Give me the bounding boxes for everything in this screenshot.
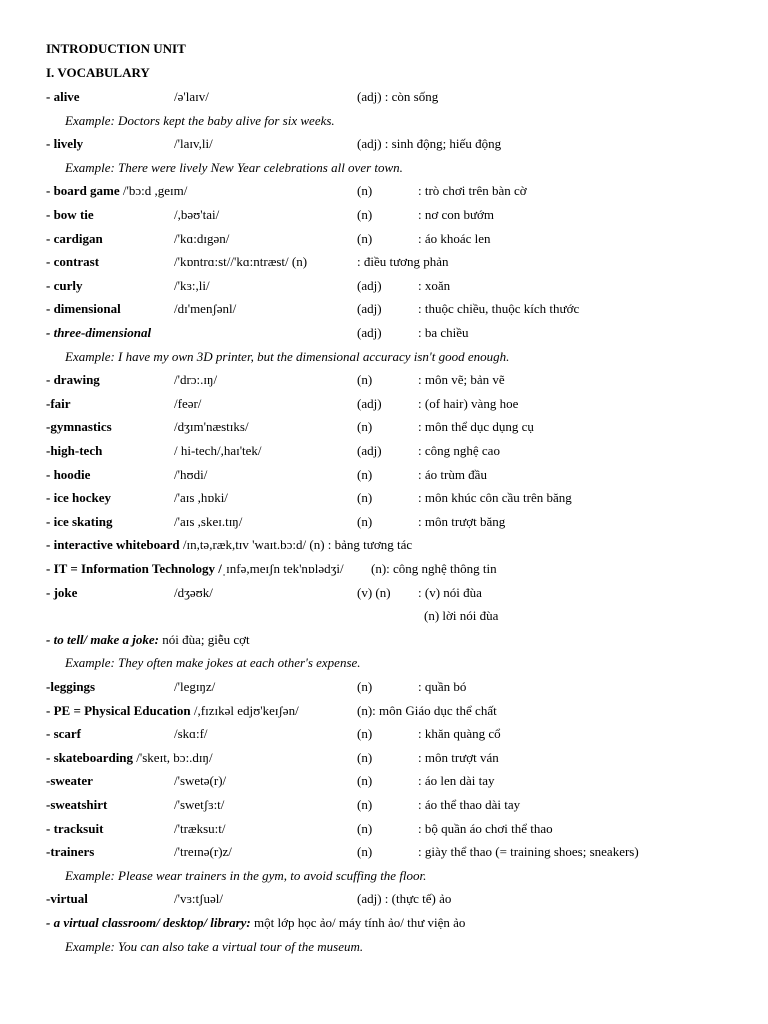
- vocab-entry: [0, 582, 768, 604]
- vocab-word: - to tell/ make a joke:: [46, 632, 160, 647]
- vocab-entry: [0, 180, 768, 202]
- vocab-entry: [0, 440, 768, 462]
- example-sentence: Example: They often make jokes at each other's expense.: [65, 655, 361, 670]
- meaning: : môn trượt ván: [418, 750, 499, 765]
- part-of-speech: (n): [357, 183, 373, 198]
- entry-lead: [46, 86, 80, 108]
- example-sentence: Example: Please wear trainers in the gym, to avoid scuffing the floor.: [65, 868, 427, 883]
- vocab-word: - PE = Physical Education: [46, 703, 191, 718]
- vocab-entry: [0, 700, 768, 722]
- meaning: : bộ quần áo chơi thể thao: [418, 821, 553, 836]
- pronunciation: /'drɔ:.ɪŋ/: [174, 372, 218, 387]
- meaning: : thuộc chiều, thuộc kích thước: [418, 301, 580, 316]
- part-of-speech: (n): [357, 231, 373, 246]
- vocab-word: - ice hockey: [46, 490, 111, 505]
- entry-lead: [46, 251, 99, 273]
- vocab-word: -trainers: [46, 844, 95, 859]
- section-line: [0, 62, 768, 84]
- vocab-word: - bow tie: [46, 207, 94, 222]
- entry-lead: [46, 440, 102, 462]
- pronunciation: /dʒəʊk/: [174, 585, 213, 600]
- section-title: I. VOCABULARY: [46, 65, 150, 80]
- vocab-entry: [0, 605, 768, 627]
- example-sentence: Example: You can also take a virtual tour of the museum.: [65, 939, 364, 954]
- vocab-entry: [0, 558, 768, 580]
- meaning: : ba chiều: [418, 325, 469, 340]
- vocab-entry: [0, 770, 768, 792]
- vocab-entry: [0, 204, 768, 226]
- inline-text: ɪnfə,meɪʃn tek'nɒlədʒi/: [226, 561, 344, 576]
- part-of-speech: (n): [357, 844, 373, 859]
- meaning: : (v) nói đùa: [418, 585, 482, 600]
- part-of-speech: (v) (n): [357, 585, 391, 600]
- example-line: [0, 110, 768, 132]
- pronunciation: /'hʊdi/: [174, 467, 208, 482]
- vocab-word: -fair: [46, 396, 71, 411]
- pronunciation: /'swetʃɜ:t/: [174, 797, 225, 812]
- vocab-word: -leggings: [46, 679, 96, 694]
- meaning: : môn trượt băng: [418, 514, 506, 529]
- part-of-speech: (adj): [357, 301, 382, 316]
- pronunciation: /'vɜ:tʃuəl/: [174, 891, 223, 906]
- vocab-word: - board game: [46, 183, 120, 198]
- entry-lead: [46, 133, 83, 155]
- part-of-speech: (adj): [357, 396, 382, 411]
- meaning: : (of hair) vàng hoe: [418, 396, 519, 411]
- meaning: : nơ con bướm: [418, 207, 495, 222]
- inline-text: nói đùa; giễu cợt: [159, 632, 250, 647]
- vocab-word: - interactive whiteboard: [46, 537, 180, 552]
- vocab-word: - ice skating: [46, 514, 113, 529]
- inline-text: /'skeɪt, bɔ:.dɪŋ/: [133, 750, 213, 765]
- entry-lead: [46, 582, 77, 604]
- vocab-entry: [0, 275, 768, 297]
- vocab-entry: [0, 818, 768, 840]
- pronunciation: /'treɪnə(r)z/: [174, 844, 232, 859]
- entry-lead: [46, 770, 93, 792]
- entry-lead: [46, 534, 412, 556]
- entry-lead: [46, 228, 103, 250]
- meaning: : môn vẽ; bản vẽ: [418, 372, 505, 387]
- part-of-speech: (n): [357, 372, 373, 387]
- meaning: : khăn quàng cổ: [418, 726, 501, 741]
- vocab-word: - cardigan: [46, 231, 103, 246]
- part-of-speech: (n): [357, 821, 373, 836]
- entry-lead: [46, 393, 71, 415]
- pronunciation: /'træksu:t/: [174, 821, 226, 836]
- part-of-speech: (n): [357, 207, 373, 222]
- vocab-entry: [0, 888, 768, 910]
- part-of-speech: (n): [357, 750, 373, 765]
- vocab-word: - hoodie: [46, 467, 91, 482]
- entry-lead: [46, 511, 112, 533]
- part-of-speech: (n): [357, 514, 373, 529]
- vocab-entry: [0, 416, 768, 438]
- vocab-entry: [0, 251, 768, 273]
- vocab-word: -gymnastics: [46, 419, 112, 434]
- vocab-word: - scarf: [46, 726, 82, 741]
- pronunciation: /dʒɪm'næstɪks/: [174, 419, 249, 434]
- pronunciation: /dɪ'menʃənl/: [174, 301, 237, 316]
- vocab-entry: [0, 912, 768, 934]
- vocab-word: - three-dimensional: [46, 325, 152, 340]
- vocab-entry: [0, 629, 768, 651]
- part-of-speech: (adj): [357, 278, 382, 293]
- meaning: : áo khoác len: [418, 231, 491, 246]
- meaning: : môn khúc côn cầu trên băng: [418, 490, 572, 505]
- entry-lead: [46, 204, 94, 226]
- pronunciation: /'legɪŋz/: [174, 679, 216, 694]
- pronunciation: /'swetə(r)/: [174, 773, 227, 788]
- entry-lead: [46, 487, 111, 509]
- inline-text: /,fɪzɪkəl edjʊ'keɪʃən/: [190, 703, 299, 718]
- example-line: [0, 157, 768, 179]
- entry-lead: [46, 464, 90, 486]
- pronunciation: /'aɪs ,hɒki/: [174, 490, 228, 505]
- example-line: [0, 652, 768, 674]
- vocab-word: -sweater: [46, 773, 93, 788]
- vocab-entry: [0, 747, 768, 769]
- vocab-word: - skateboarding: [46, 750, 134, 765]
- meaning: : giày thể thao (= training shoes; sneakers): [418, 844, 639, 859]
- vocab-entry: [0, 298, 768, 320]
- entry-lead: [46, 794, 107, 816]
- vocab-entry: [0, 86, 768, 108]
- part-of-speech: (n): công nghệ thông tin: [371, 561, 497, 576]
- part-of-speech: (adj): [357, 325, 382, 340]
- example-line: [0, 936, 768, 958]
- pronunciation: /feər/: [174, 396, 202, 411]
- vocab-entry: [0, 228, 768, 250]
- vocab-entry: [0, 794, 768, 816]
- example-sentence: Example: There were lively New Year celebrations all over town.: [65, 160, 403, 175]
- vocab-entry: [0, 487, 768, 509]
- part-of-speech: (n): [357, 679, 373, 694]
- example-sentence: Example: Doctors kept the baby alive for six weeks.: [65, 113, 335, 128]
- vocab-word: - contrast: [46, 254, 100, 269]
- vocab-entry: [0, 393, 768, 415]
- meaning: (n) lời nói đùa: [424, 608, 499, 623]
- entry-lead: [46, 180, 187, 202]
- pronunciation: /'kɜ:,li/: [174, 278, 210, 293]
- meaning: : áo len dài tay: [418, 773, 495, 788]
- entry-lead: [46, 676, 95, 698]
- entry-lead: [46, 747, 213, 769]
- pronunciation: / hi-tech/,haɪ'tek/: [174, 443, 262, 458]
- vocab-entry: [0, 511, 768, 533]
- vocab-word: - tracksuit: [46, 821, 104, 836]
- inline-text: /'bɔ:d ,geɪm/: [119, 183, 188, 198]
- pronunciation: /'kɑ:dɪgən/: [174, 231, 230, 246]
- vocab-word: - alive: [46, 89, 80, 104]
- meaning: : áo trùm đầu: [418, 467, 487, 482]
- meaning: : công nghệ cao: [418, 443, 500, 458]
- entry-lead: [46, 912, 465, 934]
- part-of-speech: (n): [357, 726, 373, 741]
- vocab-word: - dimensional: [46, 301, 121, 316]
- entry-lead: [46, 369, 100, 391]
- vocab-entry: [0, 534, 768, 556]
- meaning: : môn thể dục dụng cụ: [418, 419, 534, 434]
- vocab-word: -virtual: [46, 891, 88, 906]
- entry-lead: [46, 818, 103, 840]
- vocab-word: -sweatshirt: [46, 797, 108, 812]
- part-of-speech: : điều tương phản: [357, 254, 449, 269]
- pronunciation: /skɑ:f/: [174, 726, 208, 741]
- entry-lead: [46, 888, 88, 910]
- part-of-speech: (adj) : còn sống: [357, 89, 439, 104]
- meaning: : áo thể thao dài tay: [418, 797, 521, 812]
- example-sentence: Example: I have my own 3D printer, but the dimensional accuracy isn't good enough.: [65, 349, 510, 364]
- vocab-word: - curly: [46, 278, 83, 293]
- part-of-speech: (n): [357, 797, 373, 812]
- entry-lead: [46, 322, 151, 344]
- vocab-entry: [0, 841, 768, 863]
- pronunciation: /'aɪs ,skeɪ.tɪŋ/: [174, 514, 243, 529]
- vocab-word: - joke: [46, 585, 78, 600]
- part-of-speech: (n): [357, 773, 373, 788]
- example-line: [0, 346, 768, 368]
- vocab-entry: [0, 369, 768, 391]
- heading-line: [0, 38, 768, 60]
- part-of-speech: (n): [357, 419, 373, 434]
- vocab-word: -high-tech: [46, 443, 103, 458]
- vocab-word: - lively: [46, 136, 84, 151]
- entry-lead: [46, 700, 299, 722]
- vocab-entry: [0, 676, 768, 698]
- entry-lead: [46, 841, 94, 863]
- vocab-entry: [0, 133, 768, 155]
- part-of-speech: (n): [357, 467, 373, 482]
- inline-text: một lớp học ảo/ máy tính ảo/ thư viện ảo: [250, 915, 466, 930]
- part-of-speech: (adj) : (thực tế) ảo: [357, 891, 452, 906]
- vocab-word: - IT = Information Technology /ˌ: [46, 561, 227, 576]
- vocab-entry: [0, 723, 768, 745]
- pronunciation: /'laɪv,li/: [174, 136, 213, 151]
- pronunciation: /ə'laɪv/: [174, 89, 209, 104]
- part-of-speech: (n): [357, 490, 373, 505]
- part-of-speech: (n): môn Giáo dục thể chất: [357, 703, 497, 718]
- entry-lead: [46, 298, 121, 320]
- pronunciation: /'kɒntrɑ:st//'kɑ:ntræst/ (n): [174, 254, 308, 269]
- entry-lead: [46, 723, 81, 745]
- meaning: : trò chơi trên bàn cờ: [418, 183, 527, 198]
- example-line: [0, 865, 768, 887]
- document-heading: INTRODUCTION UNIT: [46, 41, 186, 56]
- pronunciation: /,bəʊ'tai/: [174, 207, 220, 222]
- vocab-entry: [0, 464, 768, 486]
- vocab-word: - drawing: [46, 372, 100, 387]
- vocab-entry: [0, 322, 768, 344]
- entry-lead: [46, 275, 82, 297]
- meaning: : xoăn: [418, 278, 451, 293]
- inline-text: /ɪn,tə,ræk,tɪv 'waɪt.bɔ:d/ (n) : bảng tương tác: [179, 537, 413, 552]
- entry-lead: [46, 629, 250, 651]
- vocab-word: - a virtual classroom/ desktop/ library:: [46, 915, 251, 930]
- part-of-speech: (adj): [357, 443, 382, 458]
- meaning: : quần bó: [418, 679, 467, 694]
- part-of-speech: (adj) : sinh động; hiếu động: [357, 136, 502, 151]
- entry-lead: [46, 416, 112, 438]
- entry-lead: [46, 558, 344, 580]
